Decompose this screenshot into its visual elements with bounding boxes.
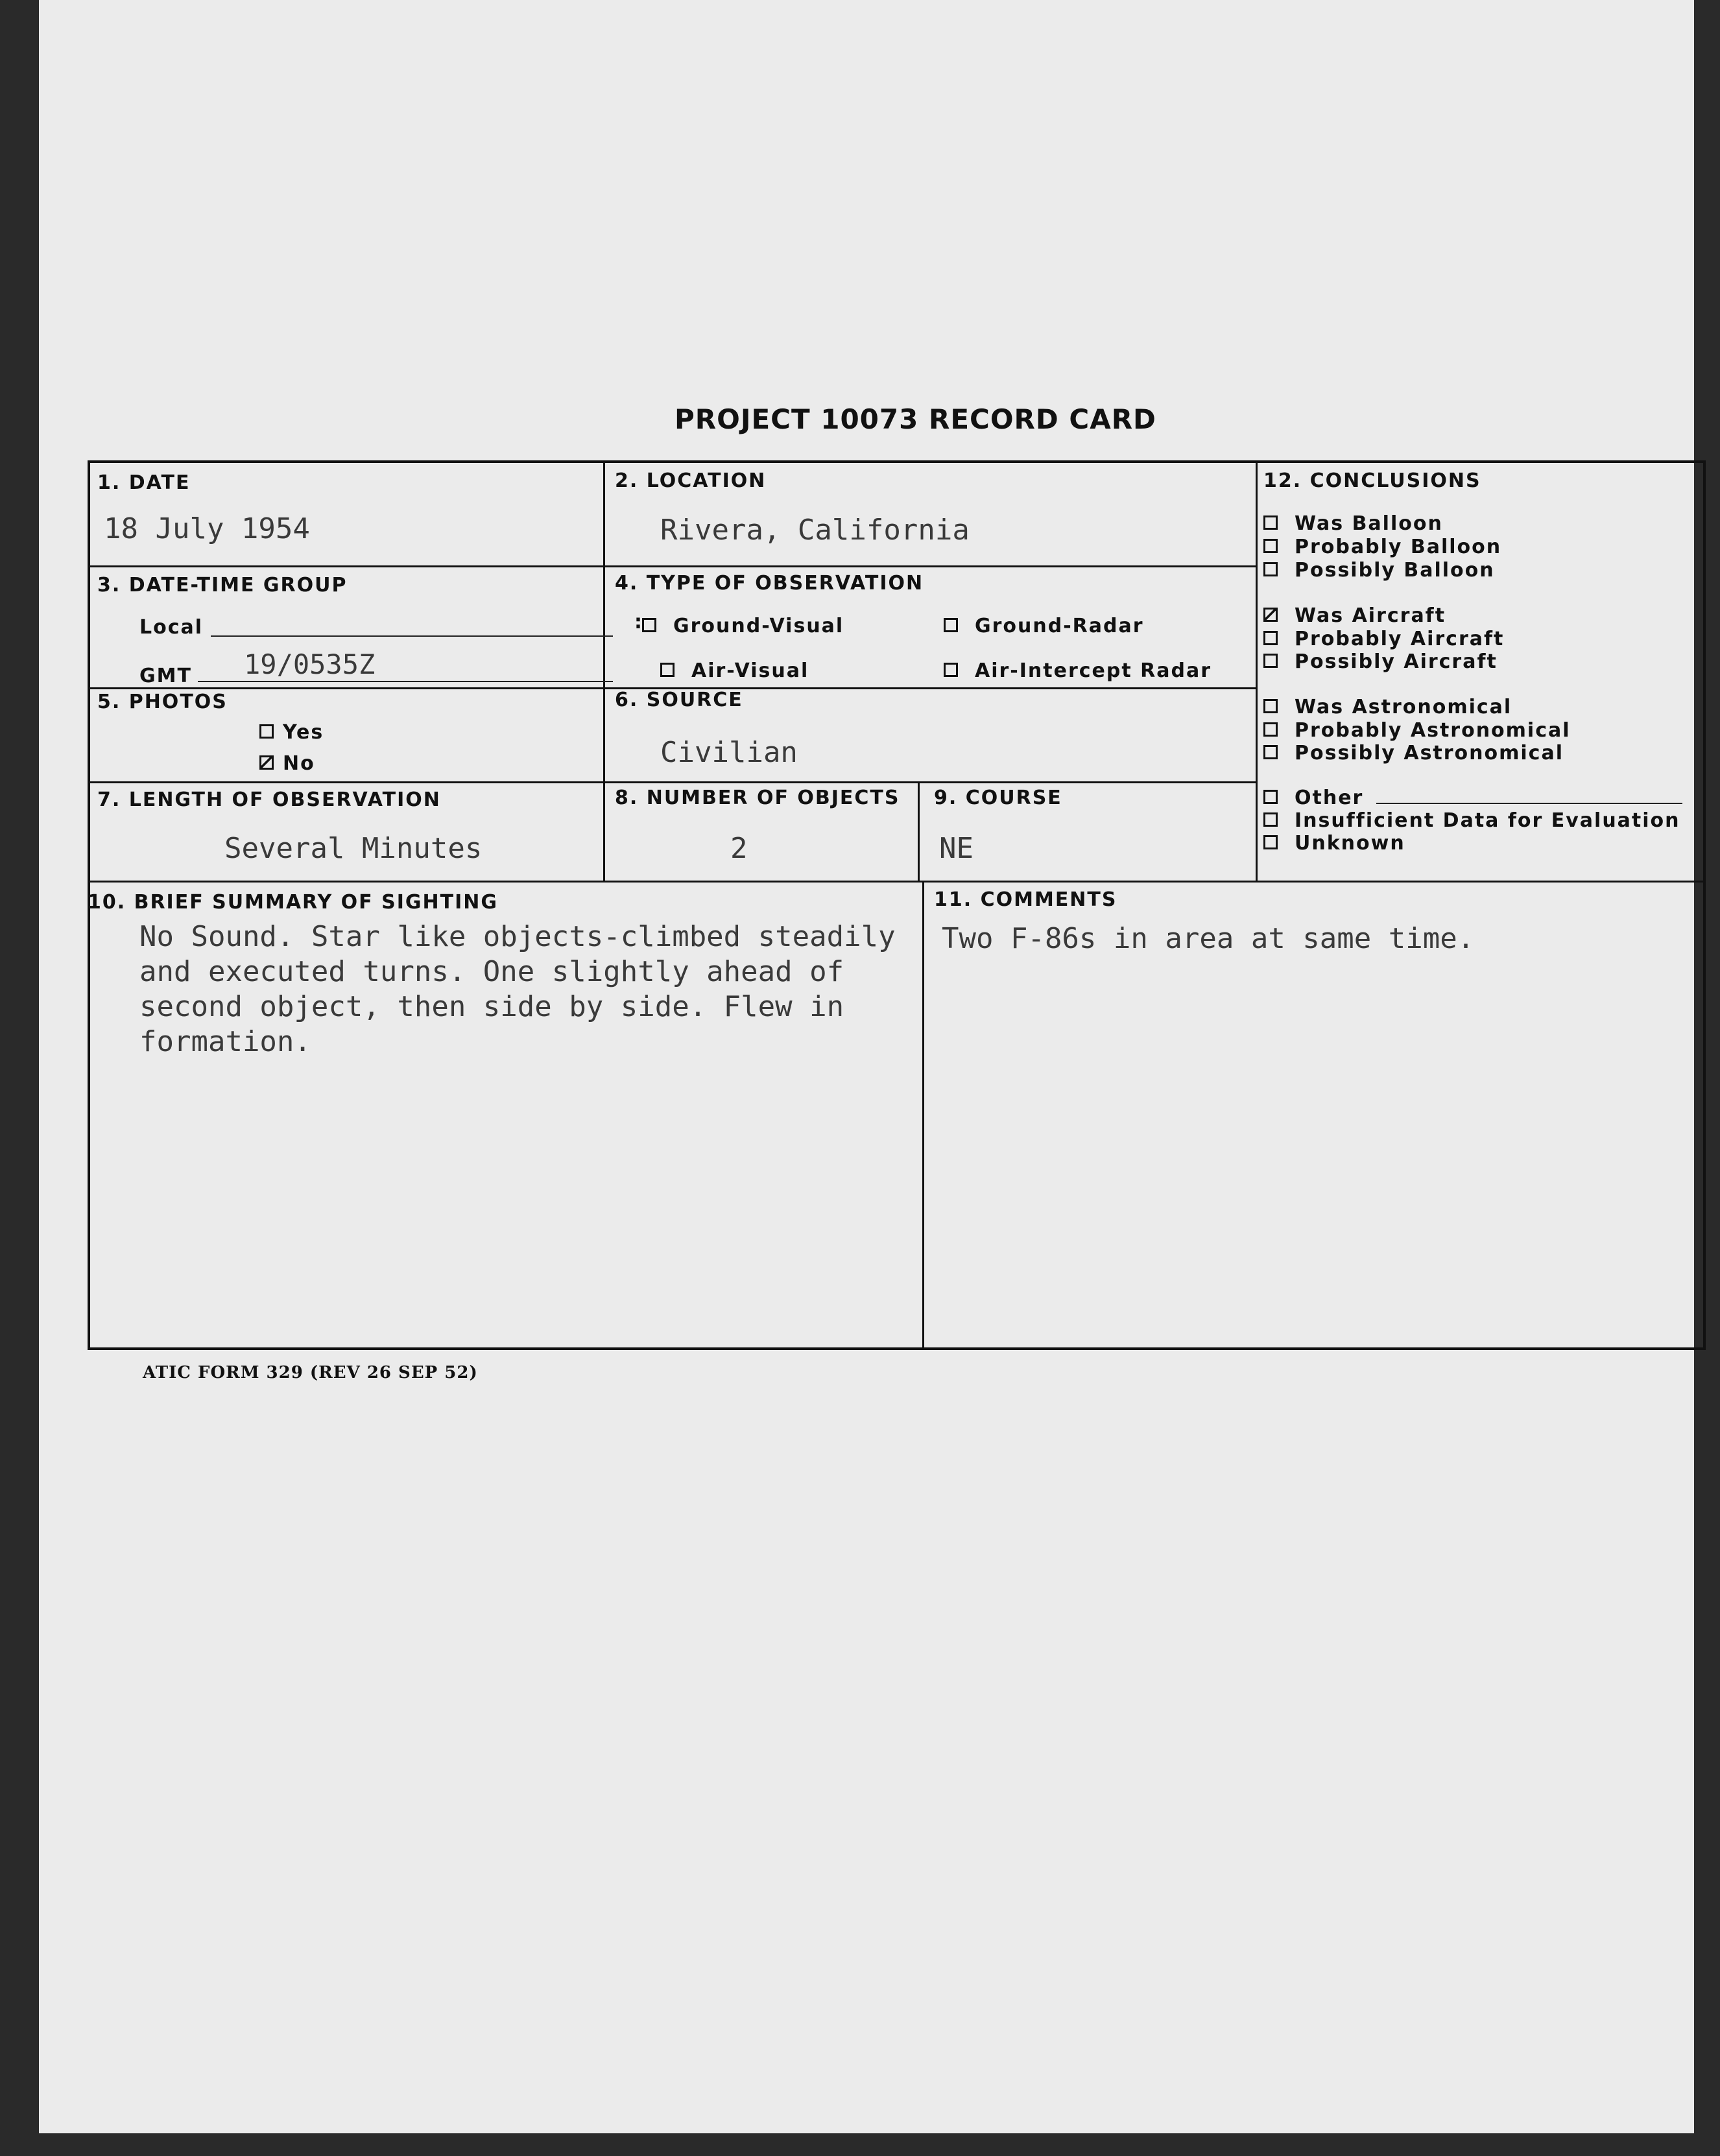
form-footer: ATIC FORM 329 (REV 26 SEP 52) (143, 1363, 478, 1382)
summary-label: 10. BRIEF SUMMARY OF SIGHTING (88, 891, 498, 914)
local-underline (211, 635, 613, 637)
conclusion-was-astronomical[interactable]: Was Astronomical (1263, 696, 1512, 718)
course-label: 9. COURSE (934, 787, 1062, 809)
conclusion-probably-balloon[interactable]: Probably Balloon (1263, 536, 1501, 558)
checkbox-icon (259, 724, 274, 739)
date-value: 18 July 1954 (104, 512, 310, 545)
option-ground-visual[interactable]: : Ground-Visual (634, 611, 844, 637)
conclusion-possibly-astronomical[interactable]: Possibly Astronomical (1263, 742, 1564, 764)
checked-box-icon (259, 755, 274, 770)
checkbox-icon (1263, 654, 1278, 668)
conclusion-unknown[interactable]: Unknown (1263, 832, 1405, 855)
photos-option-no[interactable]: No (259, 752, 315, 775)
gmt-underline (198, 681, 613, 682)
summary-text: No Sound. Star like objects-climbed steadily and executed turns. One slightly ahead of second object, then side by side. Flew in formation. (139, 920, 896, 1058)
conclusion-other[interactable]: Other (1263, 787, 1363, 809)
checkbox-icon (1263, 562, 1278, 576)
checkbox-icon (1263, 722, 1278, 737)
checkbox-icon (1263, 539, 1278, 553)
checked-box-icon (1263, 608, 1278, 622)
option-air-intercept-radar[interactable]: Air-Intercept Radar (944, 659, 1212, 682)
conclusion-insufficient-data[interactable]: Insufficient Data for Evaluation (1263, 809, 1680, 832)
conclusions-label: 12. CONCLUSIONS (1263, 469, 1481, 492)
comments-label: 11. COMMENTS (934, 888, 1117, 911)
local-label: Local (139, 616, 204, 639)
checkbox-icon (1263, 812, 1278, 827)
checkbox-icon (1263, 515, 1278, 530)
check-mark: : (634, 611, 643, 634)
checkbox-icon (944, 618, 958, 632)
location-value: Rivera, California (660, 514, 970, 547)
checkbox-icon (642, 618, 656, 632)
length-label: 7. LENGTH OF OBSERVATION (97, 788, 441, 811)
card-title: PROJECT 10073 RECORD CARD (675, 403, 1156, 435)
objects-label: 8. NUMBER OF OBJECTS (615, 787, 900, 809)
checkbox-icon (1263, 699, 1278, 713)
conclusion-was-aircraft[interactable]: Was Aircraft (1263, 604, 1446, 627)
photos-option-yes[interactable]: Yes (259, 721, 324, 744)
document-sheet (39, 0, 1694, 2133)
conclusion-possibly-balloon[interactable]: Possibly Balloon (1263, 559, 1495, 582)
conclusion-was-balloon[interactable]: Was Balloon (1263, 512, 1443, 535)
checkbox-icon (1263, 745, 1278, 759)
checkbox-icon (1263, 835, 1278, 849)
comments-text: Two F-86s in area at same time. (942, 922, 1475, 955)
checkbox-icon (1263, 631, 1278, 645)
checkbox-icon (944, 663, 958, 677)
source-value: Civilian (660, 736, 798, 769)
option-air-visual[interactable]: Air-Visual (660, 659, 809, 682)
checkbox-icon (660, 663, 675, 677)
photos-label: 5. PHOTOS (97, 691, 228, 713)
gmt-label: GMT (139, 665, 192, 687)
dtg-label: 3. DATE-TIME GROUP (97, 574, 348, 597)
conclusion-probably-aircraft[interactable]: Probably Aircraft (1263, 628, 1504, 650)
length-value: Several Minutes (224, 832, 483, 865)
location-label: 2. LOCATION (615, 469, 767, 492)
objects-value: 2 (730, 832, 748, 865)
conclusion-possibly-aircraft[interactable]: Possibly Aircraft (1263, 650, 1498, 673)
date-label: 1. DATE (97, 471, 191, 494)
gmt-value: 19/0535Z (244, 648, 376, 680)
other-underline (1376, 803, 1682, 804)
conclusion-probably-astronomical[interactable]: Probably Astronomical (1263, 719, 1571, 742)
checkbox-icon (1263, 790, 1278, 804)
source-label: 6. SOURCE (615, 689, 743, 711)
course-value: NE (939, 832, 973, 865)
observation-type-label: 4. TYPE OF OBSERVATION (615, 572, 924, 595)
option-ground-radar[interactable]: Ground-Radar (944, 615, 1144, 637)
